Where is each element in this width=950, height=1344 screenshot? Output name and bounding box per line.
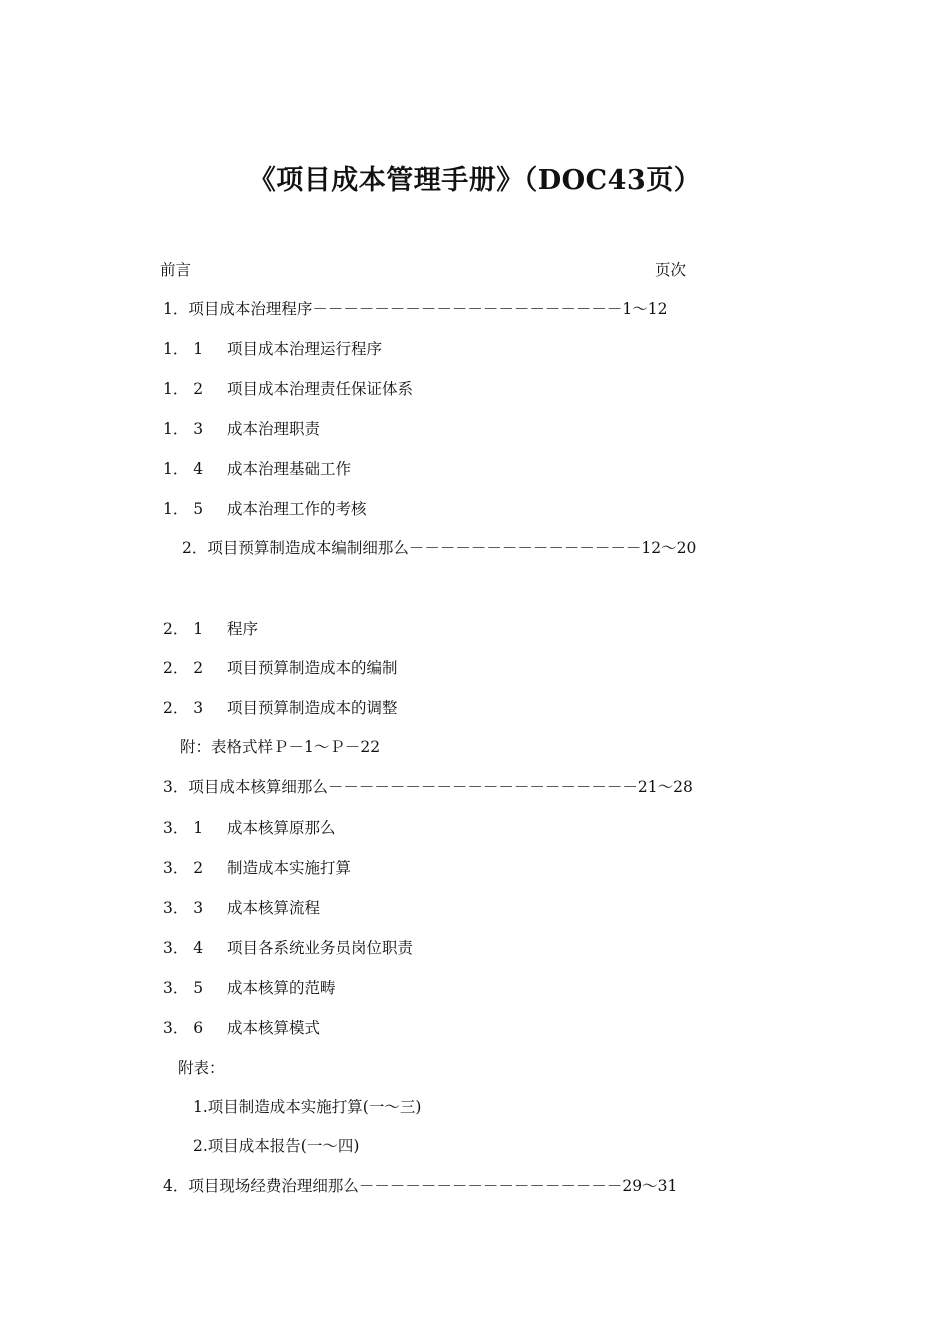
toc-item-text: 成本治理基础工作 [227,460,352,478]
toc-section-4: 4．项目现场经费治理细那么－－－－－－－－－－－－－－－－－29～31 [163,1177,678,1195]
toc-item-text: 项目各系统业务员岗位职责 [227,939,414,957]
toc-section-3: 3．项目成本核算细那么－－－－－－－－－－－－－－－－－－－－21～28 [163,778,693,796]
toc-item-text: 成本核算的范畴 [227,979,336,997]
toc-item-3-5 [163,976,336,998]
toc-item-text: 成本核算原那么 [227,819,336,837]
toc-section-2-appendix: 附：表格式样Ｐ－1～Ｐ－22 [180,738,381,756]
toc-item-1-3 [163,417,320,439]
toc-item-2-1 [163,617,258,639]
toc-item-number: 3． 5 [163,979,204,997]
toc-item-1-4 [163,457,351,479]
toc-item-text: 项目预算制造成本的编制 [227,659,398,677]
toc-item-text: 成本核算流程 [227,899,321,917]
toc-item-text: 项目预算制造成本的调整 [227,699,398,717]
toc-item-text: 程序 [227,620,259,638]
toc-item-number: 3． 1 [163,819,204,837]
toc-item-2-2 [163,656,398,678]
toc-item-number: 1． 1 [163,340,204,358]
toc-header-foreword: 前言 [160,261,192,279]
toc-item-number: 3． 2 [163,859,204,877]
toc-item-number: 1． 4 [163,460,204,478]
toc-item-3-1 [163,816,336,838]
toc-item-number: 3． 6 [163,1019,204,1037]
toc-item-text: 项目成本治理责任保证体系 [227,380,414,398]
toc-item-3-3 [163,896,320,918]
toc-section-2: 2．项目预算制造成本编制细那么－－－－－－－－－－－－－－－12～20 [182,539,697,557]
toc-item-number: 2． 2 [163,659,204,677]
toc-item-1-1 [163,337,382,359]
toc-section-3-appendix-item-2: 2.项目成本报告(一～四) [193,1137,360,1155]
document-title: 《项目成本管理手册》（DOC43页） [248,165,702,196]
toc-item-2-3 [163,696,398,718]
toc-section-3-appendix-label: 附表： [178,1059,225,1077]
toc-item-number: 2． 1 [163,620,204,638]
toc-header-page: 页次 [655,261,687,279]
toc-section-3-appendix-item-1: 1.项目制造成本实施打算(一～三) [193,1098,422,1116]
toc-item-number: 3． 4 [163,939,204,957]
toc-item-1-5 [163,497,367,519]
toc-item-number: 1． 5 [163,500,204,518]
toc-item-number: 1． 3 [163,420,204,438]
toc-item-3-4 [163,936,413,958]
toc-item-3-2 [163,856,351,878]
toc-item-3-6 [163,1016,320,1038]
toc-item-text: 成本治理职责 [227,420,321,438]
toc-item-text: 成本核算模式 [227,1019,321,1037]
toc-item-number: 1． 2 [163,380,204,398]
toc-item-1-2 [163,377,413,399]
toc-item-text: 项目成本治理运行程序 [227,340,383,358]
toc-item-number: 3． 3 [163,899,204,917]
toc-item-text: 制造成本实施打算 [227,859,352,877]
toc-section-1: 1．项目成本治理程序－－－－－－－－－－－－－－－－－－－－1～12 [163,300,668,318]
toc-item-text: 成本治理工作的考核 [227,500,367,518]
toc-item-number: 2． 3 [163,699,204,717]
